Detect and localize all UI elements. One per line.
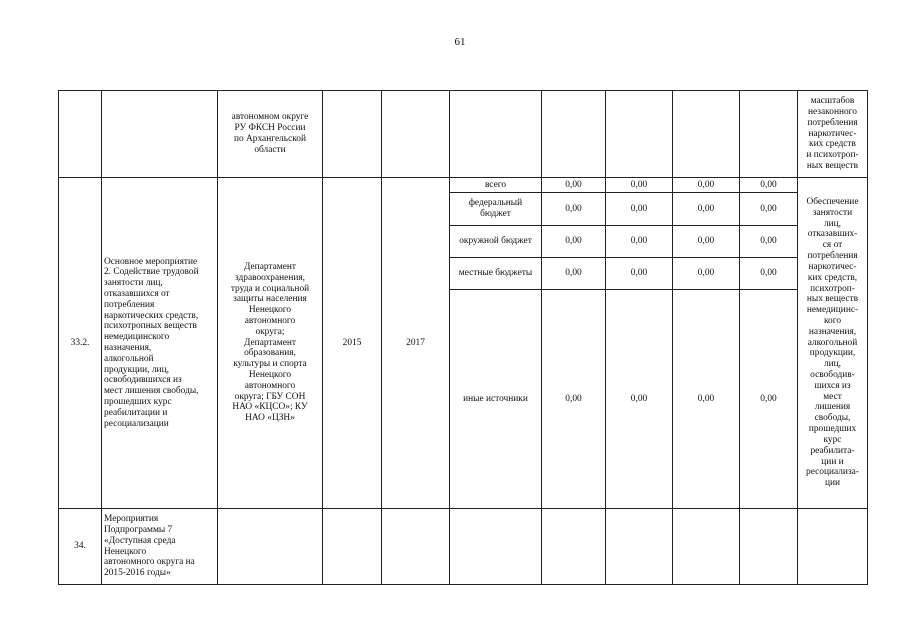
cell-number: 34.: [59, 509, 102, 585]
cell-value: 0,00: [740, 258, 798, 290]
cell-value: [673, 509, 740, 585]
cell-source: [450, 509, 542, 585]
cell-year-start: [323, 91, 382, 178]
cell-value: 0,00: [606, 226, 673, 258]
table-row: [59, 509, 868, 585]
cell-year-start: 2015: [323, 178, 382, 509]
cell-value: 0,00: [606, 290, 673, 509]
cell-value: 0,00: [673, 226, 740, 258]
cell-value: 0,00: [673, 258, 740, 290]
cell-source: иные источники: [450, 290, 542, 509]
cell-value: 0,00: [542, 178, 606, 193]
cell-number: [59, 91, 102, 178]
cell-value: 0,00: [606, 178, 673, 193]
cell-executor: Департамент здравоохранения, труда и социальной защиты населения Ненецкого автономного округа; Департамент образования, культуры и спорта Ненецкого автономного округа; ГБУ СОН НАО «КЦСО»; КУ НАО «ЦЗН»: [218, 178, 323, 509]
cell-source: всего: [450, 178, 542, 193]
cell-executor: автономном округе РУ ФКСН России по Архангельской области: [218, 91, 323, 178]
cell-value: 0,00: [542, 258, 606, 290]
cell-value: 0,00: [542, 226, 606, 258]
cell-value: [740, 509, 798, 585]
cell-value: 0,00: [606, 258, 673, 290]
cell-name: Основное мероприятие 2. Содействие трудовой занятости лиц, отказавшихся от потребления наркотических средств, психотропных веществ немедицинского назначения, алкогольной продукции, лиц, освободившихся из мест лишения свободы, прошедших курс реабилитации и ресоциализации: [102, 178, 218, 509]
cell-value: 0,00: [740, 226, 798, 258]
cell-value: [740, 91, 798, 178]
cell-value: 0,00: [542, 290, 606, 509]
table-row-continuation: [59, 91, 868, 178]
cell-value: 0,00: [740, 193, 798, 226]
cell-value: [606, 91, 673, 178]
cell-source: федеральный бюджет: [450, 193, 542, 226]
cell-value: 0,00: [673, 193, 740, 226]
cell-executor: [218, 509, 323, 585]
cell-value: [606, 509, 673, 585]
cell-result: [798, 509, 868, 585]
cell-value: 0,00: [673, 178, 740, 193]
cell-source: окружной бюджет: [450, 226, 542, 258]
cell-year-end: [382, 509, 450, 585]
cell-value: 0,00: [542, 193, 606, 226]
cell-source: [450, 91, 542, 178]
cell-name: Мероприятия Подпрограммы 7 «Доступная среда Ненецкого автономного округа на 2015-2016 годы»: [102, 509, 218, 585]
page-number: 61: [454, 36, 466, 48]
cell-number: 33.2.: [59, 178, 102, 509]
cell-year-end: 2017: [382, 178, 450, 509]
cell-result: масштабов незаконного потребления наркотичес- ких средств и психотроп- ных веществ: [798, 91, 868, 178]
cell-value: [542, 91, 606, 178]
program-table: [58, 90, 868, 585]
table-row: [59, 178, 868, 193]
cell-source: местные бюджеты: [450, 258, 542, 290]
cell-value: [542, 509, 606, 585]
cell-value: 0,00: [740, 290, 798, 509]
cell-year-end: [382, 91, 450, 178]
cell-year-start: [323, 509, 382, 585]
cell-value: 0,00: [740, 178, 798, 193]
cell-value: 0,00: [606, 193, 673, 226]
cell-value: 0,00: [673, 290, 740, 509]
cell-name: [102, 91, 218, 178]
cell-result: Обеспечение занятости лиц, отказавших- ся от потребления наркотичес- ких средств, психотроп- ных веществ немедицинс- кого назначения, алкогольной продукции, лиц, освободив- шихся из мест лишения свободы, прошедших курс реабилита- ции и ресоциализа- ции: [798, 178, 868, 509]
cell-value: [673, 91, 740, 178]
